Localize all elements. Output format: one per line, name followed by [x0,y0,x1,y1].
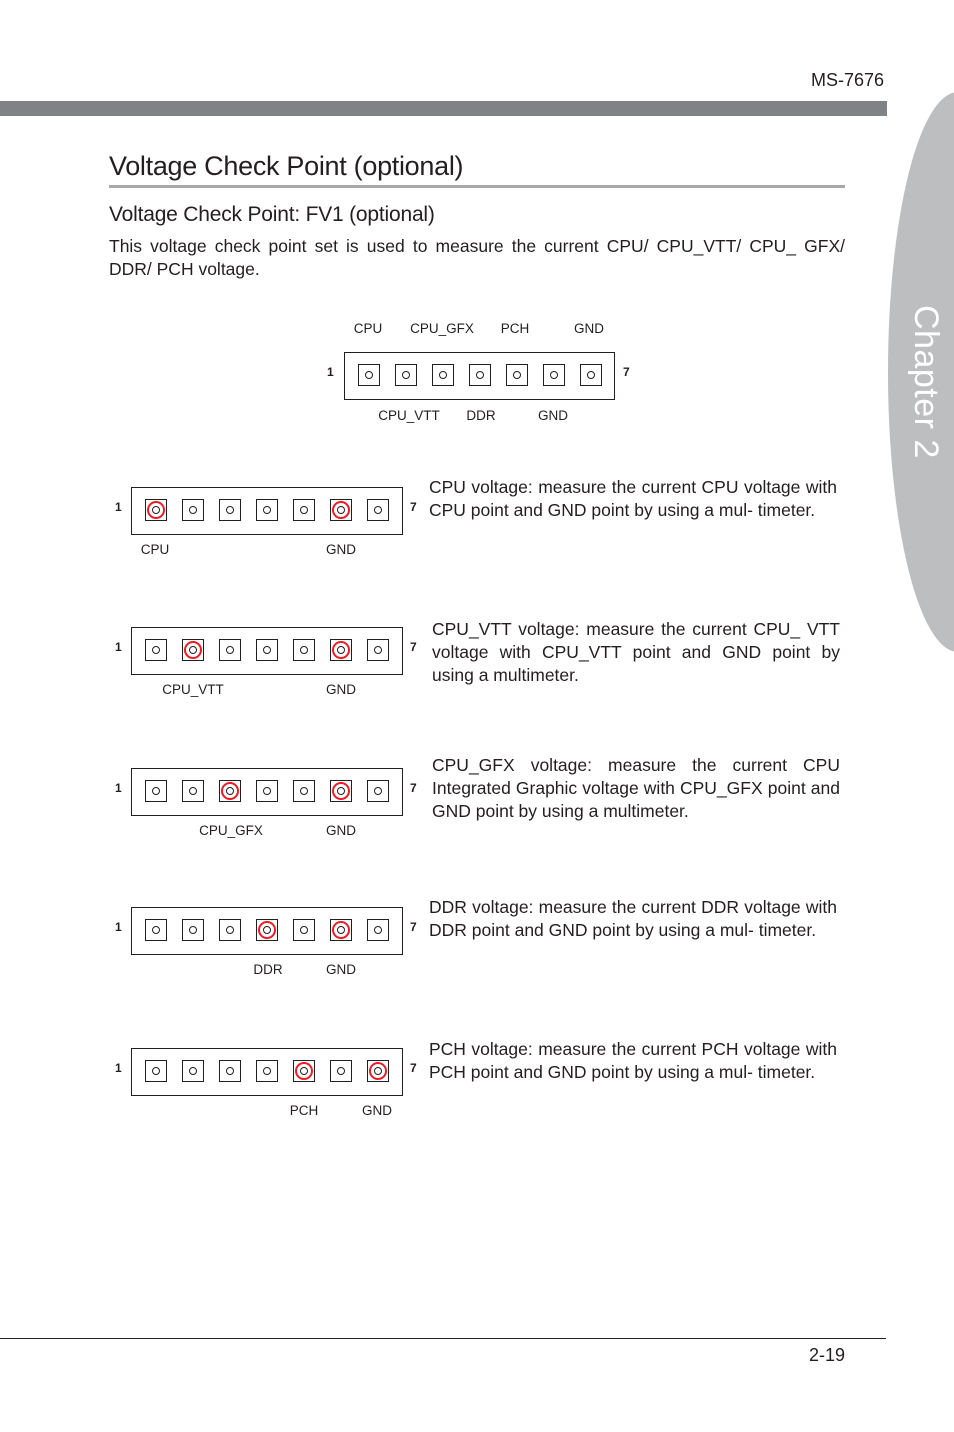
pin-hole [374,926,382,934]
overview-pin-1-label: 1 [327,365,334,379]
test-pin [580,364,602,386]
footer-rule [0,1338,886,1339]
signal-label: PCH [289,1103,319,1118]
test-pin-highlighted [256,919,278,941]
description: CPU_GFX voltage: measure the current CPU Integrated Graphic voltage with CPU_GFX point and GND point by using a multimeter. [432,755,840,821]
test-pin-highlighted [330,919,352,941]
pin-7-label: 7 [410,1061,417,1075]
signal-label: DDR [253,962,283,977]
pin-hole [337,1067,345,1075]
test-pin [145,1060,167,1082]
test-pin-highlighted [330,639,352,661]
description: DDR voltage: measure the current DDR voltage with DDR point and GND point by using a mul- timeter. [429,897,837,940]
pin-hole [189,506,197,514]
pin-7-label: 7 [410,640,417,654]
test-pin [293,780,315,802]
test-pin [367,499,389,521]
highlight-ring [184,641,202,659]
connector [131,487,403,535]
test-pin [145,919,167,941]
pin-hole [337,787,345,795]
description: CPU voltage: measure the current CPU voltage with CPU point and GND point by using a mul- timeter. [429,477,837,520]
pin-hole [189,646,197,654]
pin-hole [152,1067,160,1075]
pin-hole [337,506,345,514]
section-subtitle: Voltage Check Point: FV1 (optional) [109,203,435,226]
pin-hole [374,506,382,514]
pin-hole [374,1067,382,1075]
connector [131,907,403,955]
highlight-ring [258,921,276,939]
overview-connector [344,352,615,400]
connector [131,1048,403,1096]
overview-pin-7-label: 7 [623,365,630,379]
pin-hole [365,371,373,379]
pin-1-label: 1 [115,640,122,654]
pin-hole [189,787,197,795]
test-pin [256,1060,278,1082]
pin-hole [152,787,160,795]
overview-label-gnd-bottom: GND [538,408,568,423]
highlight-ring [295,1062,313,1080]
test-pin [293,639,315,661]
test-pin [145,780,167,802]
pin-1-label: 1 [115,920,122,934]
pin-hole [476,371,484,379]
pin-hole [439,371,447,379]
test-pin [256,780,278,802]
pin-hole [263,787,271,795]
test-pin [506,364,528,386]
overview-label-cpu: CPU [353,321,383,336]
pin-hole [587,371,595,379]
test-pin [395,364,417,386]
test-pin [219,1060,241,1082]
pin-1-label: 1 [115,781,122,795]
page-number: 2-19 [808,1345,845,1365]
test-pin [367,639,389,661]
pin-hole [152,506,160,514]
model-number: MS-7676 [810,70,884,90]
test-pin [543,364,565,386]
pin-hole [374,787,382,795]
test-pin [219,499,241,521]
test-pin [432,364,454,386]
test-pin-highlighted [367,1060,389,1082]
pin-hole [263,926,271,934]
pin-1-label: 1 [115,500,122,514]
test-pin [182,499,204,521]
description: PCH voltage: measure the current PCH voltage with PCH point and GND point by using a mul- timeter. [429,1039,837,1082]
pin-hole [226,1067,234,1075]
overview-label-pch: PCH [500,321,530,336]
test-pin [367,780,389,802]
pin-hole [226,787,234,795]
test-pin [219,639,241,661]
test-pin [469,364,491,386]
highlight-ring [332,921,350,939]
header-bar [0,101,887,116]
gnd-label: GND [326,962,356,977]
signal-label: CPU_VTT [162,682,224,697]
pin-hole [300,506,308,514]
pin-hole [226,646,234,654]
page-title: Voltage Check Point (optional) [109,151,464,181]
pin-hole [189,926,197,934]
highlight-ring [332,782,350,800]
signal-label: CPU_GFX [199,823,263,838]
test-pin [182,1060,204,1082]
gnd-label: GND [326,682,356,697]
overview-label-cpu-gfx: CPU_GFX [410,321,474,336]
pin-hole [337,926,345,934]
gnd-label: GND [362,1103,392,1118]
test-pin [219,919,241,941]
overview-label-ddr: DDR [466,408,496,423]
pin-hole [152,926,160,934]
pin-hole [226,506,234,514]
highlight-ring [369,1062,387,1080]
pin-hole [374,646,382,654]
test-pin [182,919,204,941]
test-pin-highlighted [293,1060,315,1082]
test-pin [256,499,278,521]
connector [131,627,403,675]
connector [131,768,403,816]
test-pin [182,780,204,802]
test-pin [145,639,167,661]
gnd-label: GND [326,823,356,838]
description: CPU_VTT voltage: measure the current CPU_ VTT voltage with CPU_VTT point and GND point by using a multimeter. [432,619,840,685]
test-pin-highlighted [145,499,167,521]
gnd-label: GND [326,542,356,557]
pin-hole [152,646,160,654]
pin-hole [226,926,234,934]
highlight-ring [332,641,350,659]
pin-1-label: 1 [115,1061,122,1075]
chapter-tab-label: Chapter 2 [907,305,945,459]
test-pin [330,1060,352,1082]
test-pin-highlighted [330,780,352,802]
pin-hole [300,787,308,795]
pin-hole [263,1067,271,1075]
pin-hole [300,646,308,654]
pin-hole [550,371,558,379]
pin-hole [263,506,271,514]
test-pin-highlighted [330,499,352,521]
pin-hole [263,646,271,654]
test-pin-highlighted [182,639,204,661]
pin-hole [300,926,308,934]
test-pin [367,919,389,941]
signal-label: CPU [140,542,170,557]
overview-label-cpu-vtt: CPU_VTT [378,408,440,423]
pin-hole [189,1067,197,1075]
highlight-ring [147,501,165,519]
pin-hole [402,371,410,379]
highlight-ring [332,501,350,519]
test-pin [293,919,315,941]
pin-7-label: 7 [410,781,417,795]
pin-hole [513,371,521,379]
pin-hole [337,646,345,654]
title-underline [109,185,845,188]
pin-hole [300,1067,308,1075]
test-pin [256,639,278,661]
pin-7-label: 7 [410,920,417,934]
pin-7-label: 7 [410,500,417,514]
test-pin [358,364,380,386]
test-pin [293,499,315,521]
overview-label-gnd-top: GND [574,321,604,336]
intro-paragraph: This voltage check point set is used to measure the current CPU/ CPU_VTT/ CPU_ GFX/ DDR/ PCH voltage. [109,236,845,279]
highlight-ring [221,782,239,800]
test-pin-highlighted [219,780,241,802]
